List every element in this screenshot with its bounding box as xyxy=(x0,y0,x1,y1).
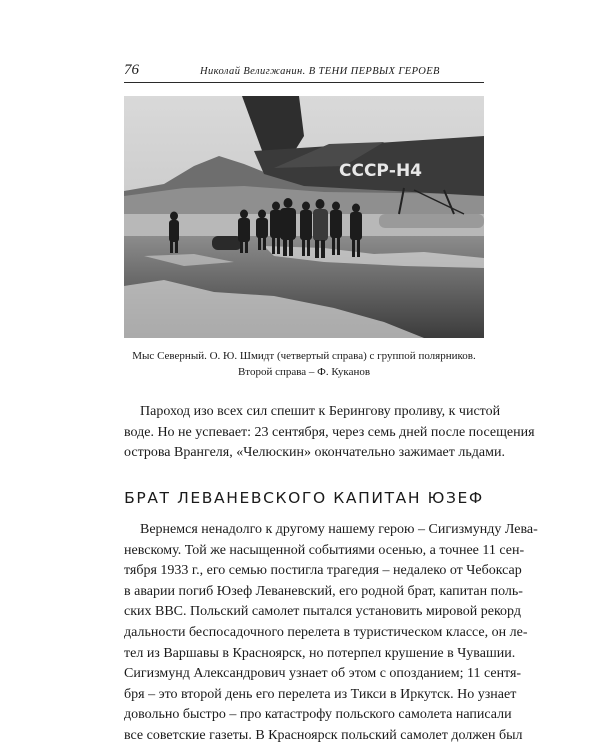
text-line: тел из Варшавы в Красноярск, но потерпел крушение в Чувашии. xyxy=(124,645,516,661)
plane-float xyxy=(379,214,484,228)
text-line: дальности беспосадочного перелета в туристическом классе, он ле- xyxy=(124,624,528,640)
section-title: БРАТ ЛЕВАНЕВСКОГО КАПИТАН ЮЗЕФ xyxy=(124,489,484,507)
text-line: все советские газеты. В Красноярск польский самолет должен был xyxy=(124,727,523,743)
header-rule xyxy=(124,82,484,83)
text-line: тября 1933 г., его семью постигла трагедия – недалеко от Чебоксар xyxy=(124,563,522,579)
text-line: невскому. Той же насыщенной событиями осенью, а точнее 11 сен- xyxy=(124,542,525,558)
caption-line: Мыс Северный. О. Ю. Шмидт (четвертый справа) с группой полярников. xyxy=(132,350,476,362)
page-number: 76 xyxy=(124,62,139,78)
text-line: Сигизмунд Александрович узнает об этом с опозданием; 11 сентя- xyxy=(124,666,522,682)
text-line: Пароход изо всех сил спешит к Берингову проливу, к чистой xyxy=(140,404,501,419)
photo-seaplane-polar-explorers xyxy=(124,96,484,338)
text-line: бря – это второй день его перелета из Тикси в Иркутск. Но узнает xyxy=(124,686,517,702)
caption-line: Второй справа – Ф. Куканов xyxy=(237,366,371,378)
photo-caption xyxy=(124,348,484,380)
text-line: Вернемся ненадолго к другому нашему герою – Сигизмунду Лева- xyxy=(140,522,538,537)
text-line: довольно быстро – про катастрофу польского самолета написали xyxy=(124,707,512,723)
text-line: в аварии погиб Юзеф Леваневский, его родной брат, капитан поль- xyxy=(124,583,523,599)
text-line: ских ВВС. Польский самолет пытался установить мировой рекорд xyxy=(124,604,521,620)
photo-illustration xyxy=(124,96,484,338)
text-line: острова Врангеля, «Челюскин» окончательно зажимает льдами. xyxy=(124,445,505,460)
text-line: воде. Но не успевает: 23 сентября, через семь дней после посещения xyxy=(124,424,535,440)
aircraft-marking: СССР-Н4 xyxy=(339,161,422,181)
running-head: Николай Велигжанин. В ТЕНИ ПЕРВЫХ ГЕРОЕВ xyxy=(200,66,440,77)
paragraph-chelyuskin xyxy=(124,402,535,464)
paragraph-levanevsky xyxy=(124,520,538,747)
